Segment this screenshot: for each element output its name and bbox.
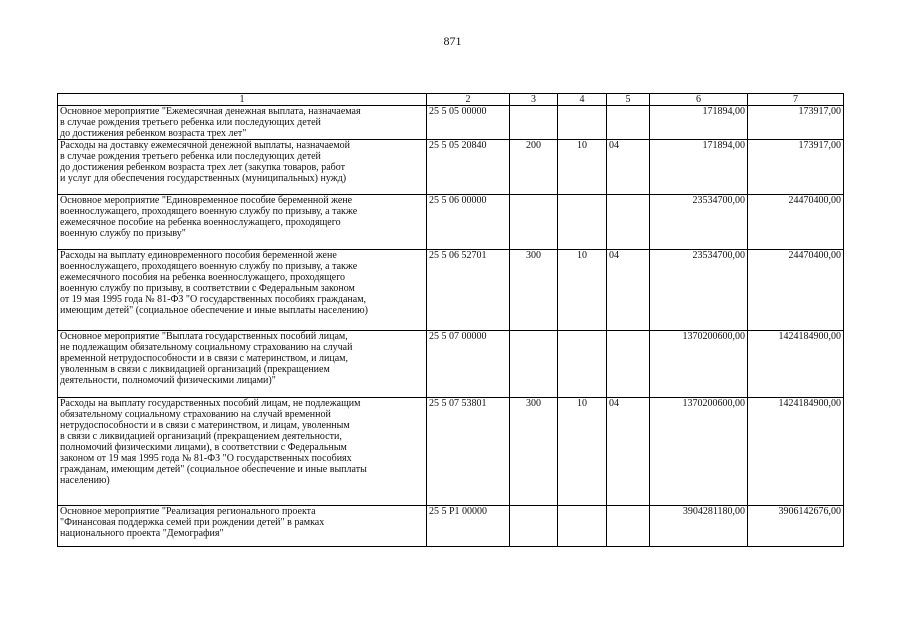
row-name: Основное мероприятие "Реализация регионального проекта "Финансовая поддержка семей при рождении детей" в рамках национального проекта "Демография" bbox=[58, 506, 427, 547]
row-name: Расходы на доставку ежемесячной денежной выплаты, назначаемой в случае рождения третьего ребенка или последующих детей до достижения ребенком возраста трех лет (закупка товаров, работ и услуг для обеспечения государственных (муниципальных) нужд) bbox=[58, 140, 427, 195]
row-code: 25 5 06 52701 bbox=[427, 250, 510, 331]
row-amount-7: 173917,00 bbox=[748, 106, 844, 140]
row-name: Основное мероприятие "Выплата государственных пособий лицам, не подлежащим обязательному социальному страхованию на случай временной нетрудоспособности и в связи с материнством, и лицам, уволенным в связи с ликвидацией организаций (прекращением деятельности, полномочий физическими лицами)" bbox=[58, 331, 427, 398]
row-col4 bbox=[558, 506, 607, 547]
row-col4: 10 bbox=[558, 398, 607, 506]
table-row bbox=[58, 331, 844, 398]
table-row bbox=[58, 250, 844, 331]
row-amount-6: 171894,00 bbox=[650, 140, 748, 195]
row-amount-7: 1424184900,00 bbox=[748, 398, 844, 506]
row-amount-7: 24470400,00 bbox=[748, 195, 844, 250]
row-col4 bbox=[558, 331, 607, 398]
row-col3 bbox=[510, 331, 558, 398]
row-col5 bbox=[607, 195, 650, 250]
row-col3: 300 bbox=[510, 398, 558, 506]
row-col5 bbox=[607, 106, 650, 140]
row-code: 25 5 P1 00000 bbox=[427, 506, 510, 547]
row-name: Расходы на выплату государственных пособий лицам, не подлежащим обязательному социальному страхованию на случай временной нетрудоспособности и в связи с материнством, и лицам, уволенным в связи с ликвидацией организаций (прекращением деятельности, полномочий физическими лицами), в соответствии с Федеральным законом от 19 мая 1995 года № 81-ФЗ "О государственных пособиях гражданам, имеющим детей" (социальное обеспечение и иные выплаты населению) bbox=[58, 398, 427, 506]
row-amount-7: 173917,00 bbox=[748, 140, 844, 195]
row-col4 bbox=[558, 195, 607, 250]
header-row bbox=[58, 94, 844, 106]
row-col3: 200 bbox=[510, 140, 558, 195]
row-col3 bbox=[510, 195, 558, 250]
row-code: 25 5 05 00000 bbox=[427, 106, 510, 140]
row-col5: 04 bbox=[607, 140, 650, 195]
row-amount-6: 23534700,00 bbox=[650, 250, 748, 331]
row-amount-6: 1370200600,00 bbox=[650, 398, 748, 506]
page-number: 871 bbox=[443, 34, 462, 48]
column-header-4: 4 bbox=[558, 94, 607, 106]
table-row bbox=[58, 195, 844, 250]
row-col3 bbox=[510, 106, 558, 140]
row-code: 25 5 07 00000 bbox=[427, 331, 510, 398]
row-amount-6: 23534700,00 bbox=[650, 195, 748, 250]
row-code: 25 5 06 00000 bbox=[427, 195, 510, 250]
row-code: 25 5 05 20840 bbox=[427, 140, 510, 195]
row-amount-7: 1424184900,00 bbox=[748, 331, 844, 398]
column-header-1: 1 bbox=[58, 94, 427, 106]
row-code: 25 5 07 53801 bbox=[427, 398, 510, 506]
row-name: Расходы на выплату единовременного пособия беременной жене военнослужащего, проходящего военную службу по призыву, а также ежемесячного пособия на ребенка военнослужащего, проходящего военную службу по призыву, в соответствии с Федеральным законом от 19 мая 1995 года № 81-ФЗ "О государственных пособиях гражданам, имеющим детей" (социальное обеспечение и иные выплаты населению) bbox=[58, 250, 427, 331]
table-row bbox=[58, 106, 844, 140]
row-name: Основное мероприятие "Единовременное пособие беременной жене военнослужащего, проходящего военную службу по призыву, а также ежемесячное пособие на ребенка военнослужащего, проходящего военную службу по призыву" bbox=[58, 195, 427, 250]
row-name: Основное мероприятие "Ежемесячная денежная выплата, назначаемая в случае рождения третьего ребенка или последующих детей до достижения ребенком возраста трех лет" bbox=[58, 106, 427, 140]
row-col4: 10 bbox=[558, 250, 607, 331]
row-amount-6: 3904281180,00 bbox=[650, 506, 748, 547]
column-header-6: 6 bbox=[650, 94, 748, 106]
row-col4: 10 bbox=[558, 140, 607, 195]
row-amount-6: 171894,00 bbox=[650, 106, 748, 140]
row-col5 bbox=[607, 331, 650, 398]
column-header-2: 2 bbox=[427, 94, 510, 106]
table-row bbox=[58, 140, 844, 195]
column-header-7: 7 bbox=[748, 94, 844, 106]
row-col5: 04 bbox=[607, 398, 650, 506]
row-col5: 04 bbox=[607, 250, 650, 331]
column-header-5: 5 bbox=[607, 94, 650, 106]
row-col3 bbox=[510, 506, 558, 547]
row-col5 bbox=[607, 506, 650, 547]
table-row bbox=[58, 398, 844, 506]
table-row bbox=[58, 506, 844, 547]
row-col4 bbox=[558, 106, 607, 140]
row-col3: 300 bbox=[510, 250, 558, 331]
budget-table bbox=[57, 93, 844, 547]
row-amount-7: 24470400,00 bbox=[748, 250, 844, 331]
row-amount-6: 1370200600,00 bbox=[650, 331, 748, 398]
row-amount-7: 3906142676,00 bbox=[748, 506, 844, 547]
column-header-3: 3 bbox=[510, 94, 558, 106]
